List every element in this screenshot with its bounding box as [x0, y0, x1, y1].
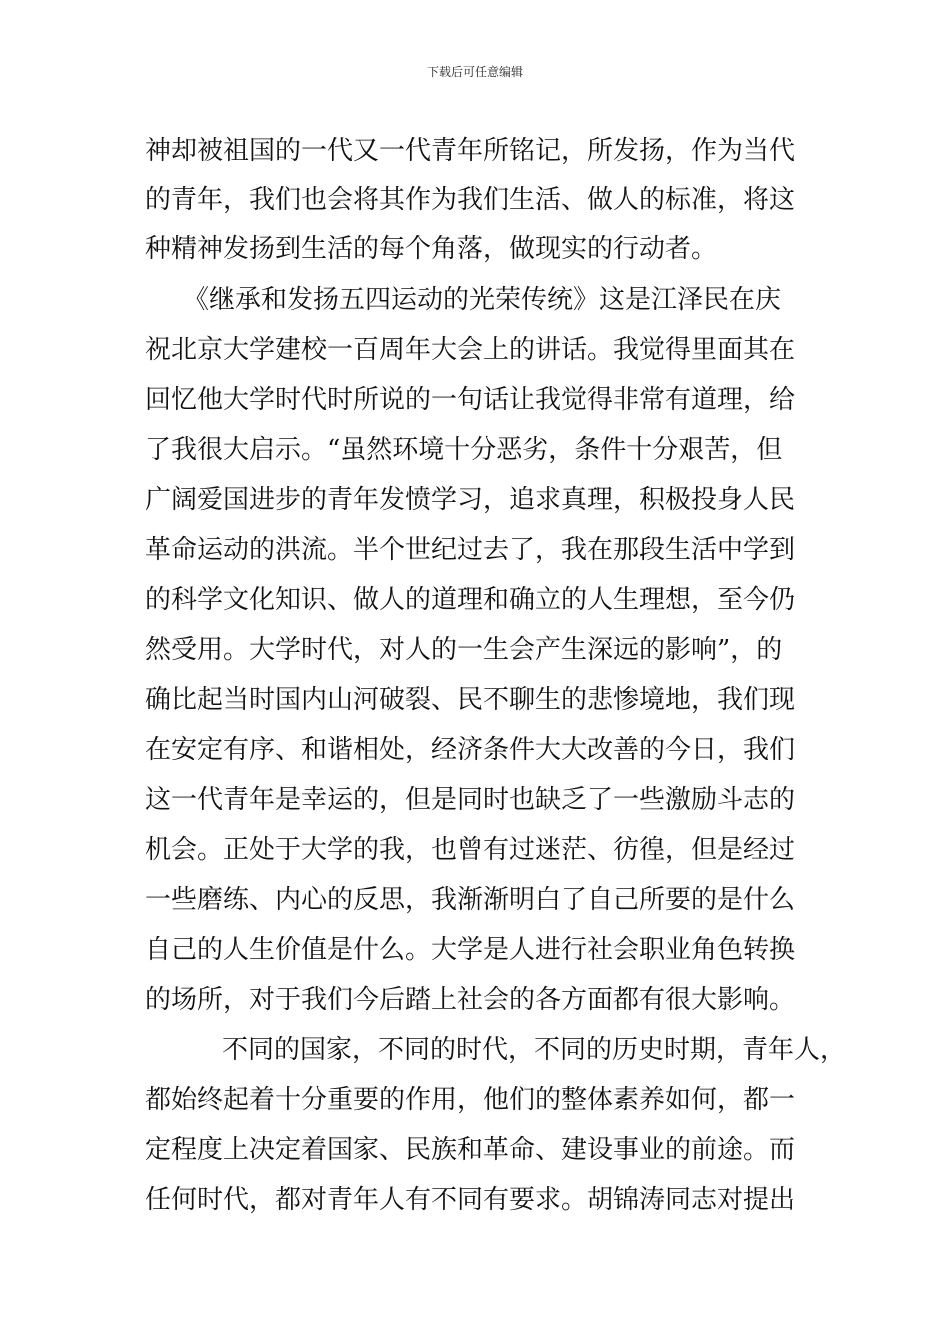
- text-line: 不同的国家，不同的时代，不同的历史时期，青年人，: [170, 1035, 847, 1065]
- text-line: 祝北京大学建校一百周年大会上的讲话。我觉得里面其在: [145, 335, 796, 365]
- text-line: 然受用。大学时代，对人的一生会产生深远的影响”，的: [145, 635, 783, 665]
- text-line: 的青年，我们也会将其作为我们生活、做人的标准，将这: [145, 185, 796, 215]
- text-line: 确比起当时国内山河破裂、民不聊生的悲惨境地，我们现: [145, 685, 796, 715]
- text-line: 广阔爱国进步的青年发愤学习，追求真理，积极投身人民: [145, 485, 796, 515]
- text-line: 机会。正处于大学的我，也曾有过迷茫、彷徨，但是经过: [145, 835, 796, 865]
- text-line: 都始终起着十分重要的作用，他们的整体素养如何，都一: [145, 1085, 796, 1115]
- text-line: 自己的人生价值是什么。大学是人进行社会职业角色转换: [145, 935, 796, 965]
- text-line: 任何时代，都对青年人有不同有要求。胡锦涛同志对提出: [145, 1185, 796, 1215]
- text-line: 这一代青年是幸运的，但是同时也缺乏了一些激励斗志的: [145, 785, 796, 815]
- text-line: 神却被祖国的一代又一代青年所铭记，所发扬，作为当代: [145, 136, 796, 166]
- text-line: 的场所，对于我们今后踏上社会的各方面都有很大影响。: [145, 985, 796, 1015]
- text-line: 《继承和发扬五四运动的光荣传统》这是江泽民在庆: [170, 285, 782, 315]
- text-line: 种精神发扬到生活的每个角落，做现实的行动者。: [145, 234, 718, 264]
- page-header: 下载后可任意编辑: [426, 65, 523, 79]
- text-line: 回忆他大学时代时所说的一句话让我觉得非常有道理，给: [145, 385, 796, 415]
- text-line: 一些磨练、内心的反思，我渐渐明白了自己所要的是什么: [145, 885, 796, 915]
- text-line: 革命运动的洪流。半个世纪过去了，我在那段生活中学到: [145, 535, 796, 565]
- text-line: 在安定有序、和谐相处，经济条件大大改善的今日，我们: [145, 735, 796, 765]
- text-line: 了我很大启示。“虽然环境十分恶劣，条件十分艰苦，但: [145, 435, 783, 465]
- text-line: 的科学文化知识、做人的道理和确立的人生理想，至今仍: [145, 585, 796, 615]
- text-line: 定程度上决定着国家、民族和革命、建设事业的前途。而: [145, 1135, 796, 1165]
